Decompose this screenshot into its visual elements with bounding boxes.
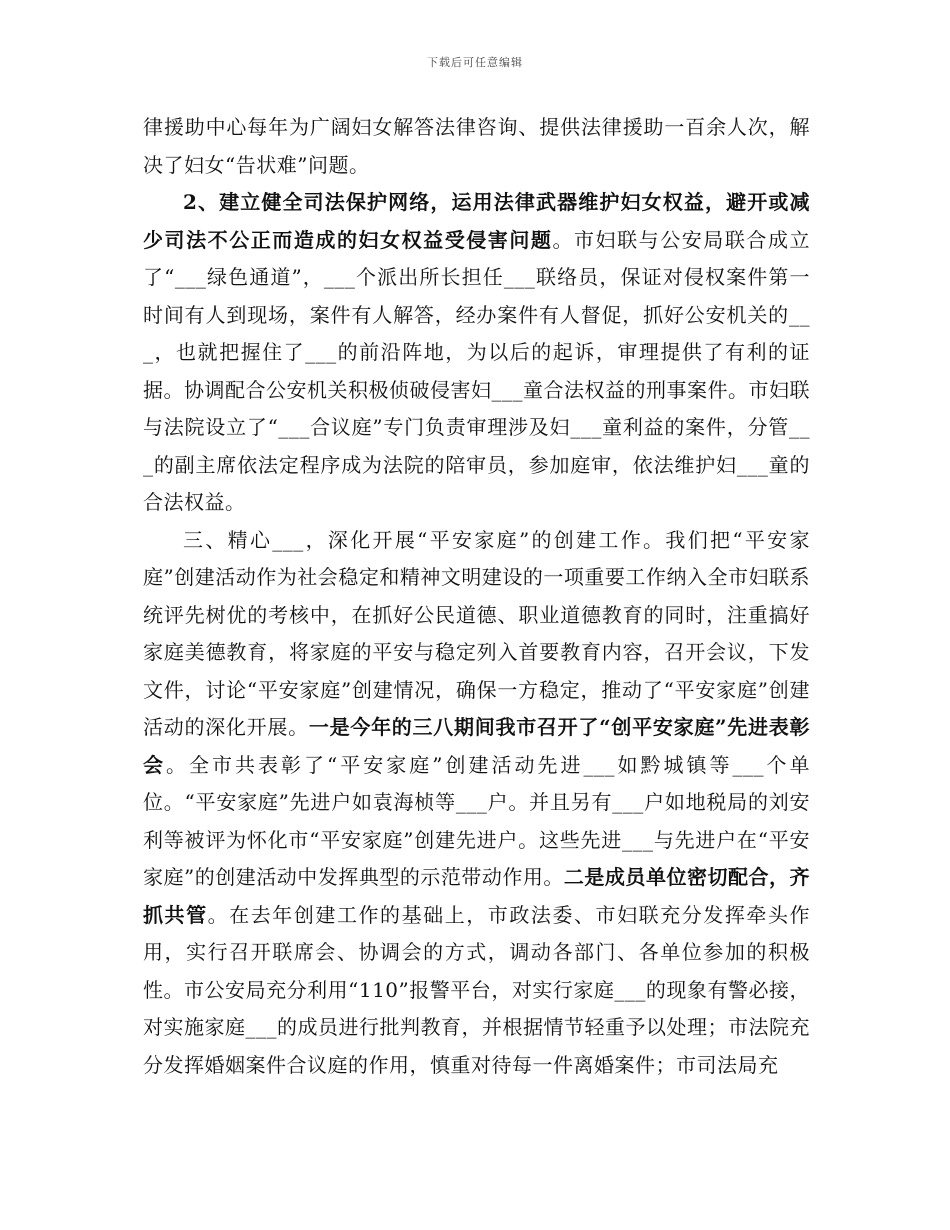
paragraph-3-highlight-2: 二是成员单位密切配合，齐抓共管 [143, 865, 810, 927]
paragraph-3-highlight-1: 一是今年的三八期间我市召开了“创平安家庭”先进表彰会 [143, 715, 810, 777]
paragraph-2-heading: 2、建立健全司法保护网络，运用法律武器维护妇女权益，避开或减少司法不公正而造成的妇女权益受侵害问题 [143, 190, 810, 252]
paragraph-2 [143, 184, 810, 522]
paragraph-3-text-c: 。在去年创建工作的基础上，市政法委、市妇联充分发挥牵头作用，实行召开联席会、协调会的方式，调动各部门、各单位参加的积极性。市公安局充分利用“110”报警平台，对实行家庭___的现象有警必接，对实施家庭___的成员进行批判教育，并根据情节轻重予以处理；市法院充分发挥婚姻案件合议庭的作用，慎重对待每一件离婚案件；市司法局充 [143, 902, 811, 1077]
paragraph-3-text-b: 。全市共表彰了“平安家庭”创建活动先进___如黔城镇等___个单位。“平安家庭”先进户如袁海桢等___户。并且另有___户如地税局的刘安利等被评为怀化市“平安家庭”创建先进户。这些先进___与先进户在“平安家庭”的创建活动中发挥典型的示范带动作用。 [143, 752, 811, 889]
paragraph-2-text: 。市妇联与公安局联合成立了“___绿色通道”，___个派出所长担任___联络员，保证对侵权案件第一时间有人到现场，案件有人解答，经办案件有人督促，抓好公安机关的___，也就把握住了___的前沿阵地，为以后的起诉，审理提供了有利的证据。协调配合公安机关积极侦破侵害妇___童合法权益的刑事案件。市妇联与法院设立了“___合议庭”专门负责审理涉及妇___童利益的案件，分管___的副主席依法定程序成为法院的陪审员，参加庭审，依法维护妇___童的合法权益。 [143, 227, 811, 514]
paragraph-1-text: 律援助中心每年为广阔妇女解答法律咨询、提供法律援助一百余人次，解决了妇女“告状难”问题。 [143, 115, 810, 177]
page-header: 下载后可任意编辑 [427, 56, 523, 69]
document-body [143, 109, 810, 1084]
paragraph-3 [143, 522, 810, 1085]
paragraph-3-text-a: 三、精心___，深化开展“平安家庭”的创建工作。我们把“平安家庭”创建活动作为社会稳定和精神文明建设的一项重要工作纳入全市妇联系统评先树优的考核中，在抓好公民道德、职业道德教育的同时，注重搞好家庭美德教育，将家庭的平安与稳定列入首要教育内容，召开会议，下发文件，讨论“平安家庭”创建情况，确保一方稳定，推动了“平安家庭”创建活动的深化开展。 [143, 527, 810, 739]
paragraph-1 [143, 109, 810, 184]
